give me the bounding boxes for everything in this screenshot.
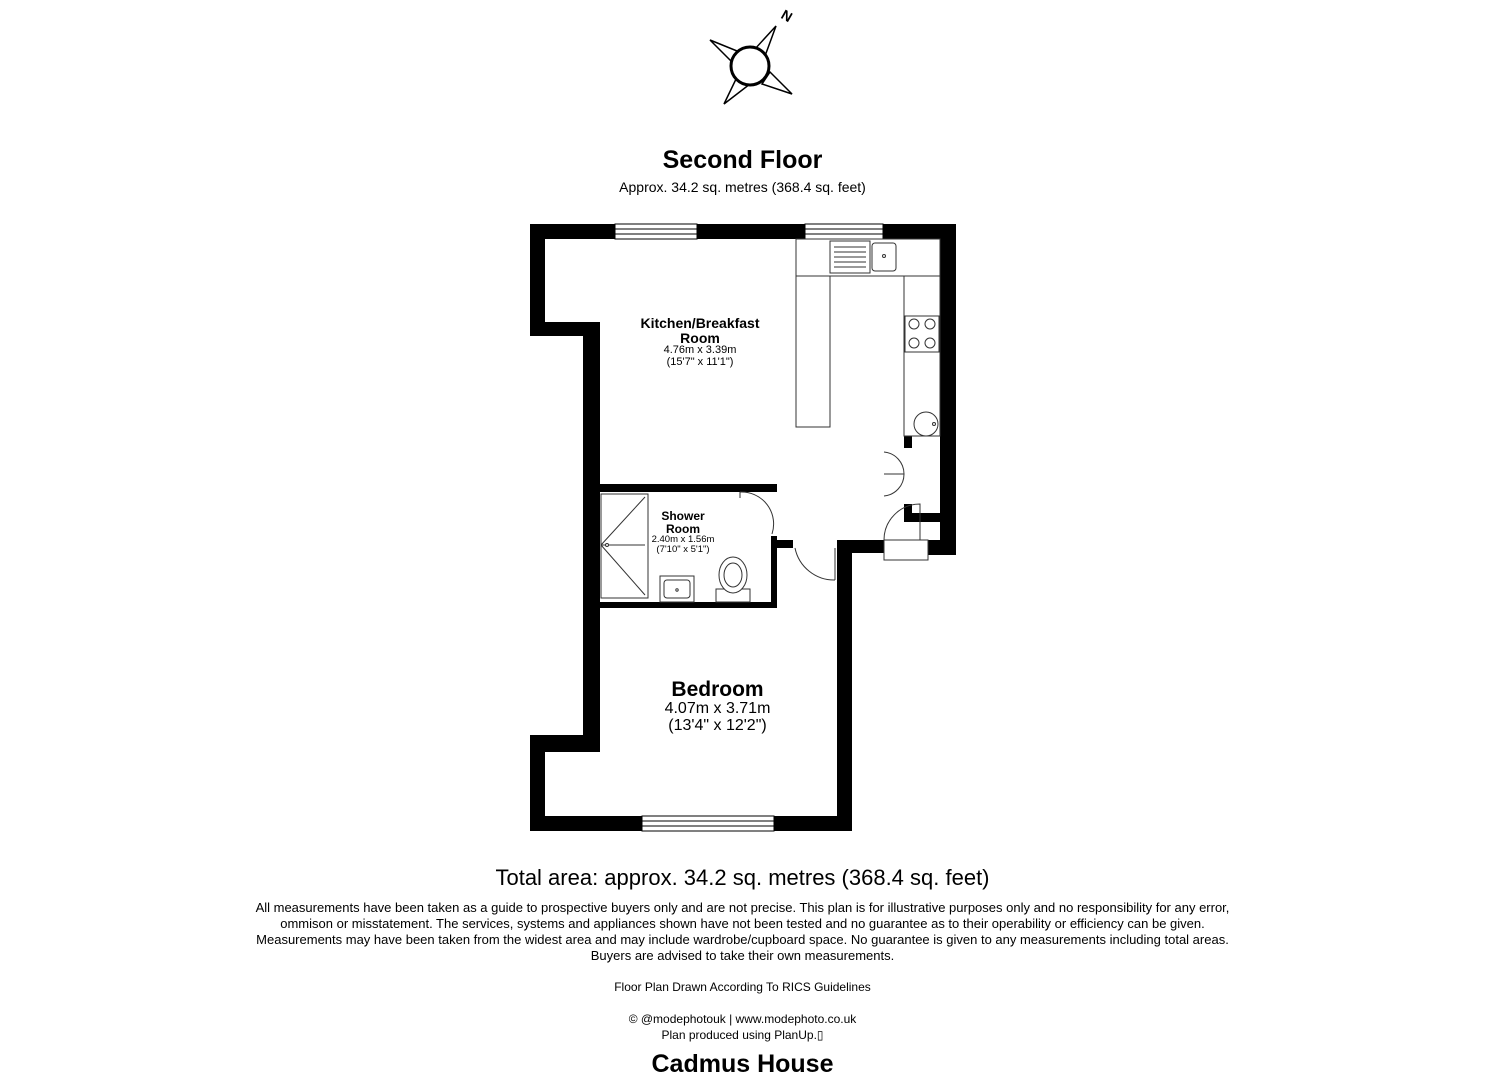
hob-icon xyxy=(905,316,939,352)
room-name: Kitchen/Breakfast xyxy=(640,315,760,331)
room-imperial: (13'4" x 12'2") xyxy=(668,716,767,734)
planup-credit: Plan produced using PlanUp.▯ xyxy=(661,1028,824,1042)
basin-icon xyxy=(660,576,694,602)
disclaimer: All measurements have been taken as a guide to prospective buyers only and are not precise. This plan is for illustrative purposes only and no responsibility for any error, ommison or misstatement. The services, systems and appliances shown have not been tested and no guarantee as to their operability or efficiency can be given. Measurements may have been taken from the widest area and may include wardrobe/cupboard space. No guarantee is given to any measurements including total areas. Buyers are advised to take their own measurements. xyxy=(255,900,1230,963)
doors xyxy=(740,452,928,580)
room-name: Bedroom xyxy=(671,678,764,701)
washing-machine-icon xyxy=(914,412,938,436)
room-metric: 4.76m x 3.39m xyxy=(663,344,737,357)
north-label: N xyxy=(778,6,796,26)
floor-area: Approx. 34.2 sq. metres (368.4 sq. feet) xyxy=(619,179,866,195)
room-imperial: (7'10" x 5'1") xyxy=(656,544,710,556)
room-label-bedroom xyxy=(600,679,835,735)
room-name: Shower xyxy=(661,509,705,523)
room-label-shower xyxy=(628,510,738,555)
room-metric: 4.07m x 3.71m xyxy=(664,700,771,718)
floor-title: Second Floor xyxy=(662,146,823,174)
room-imperial: (15'7" x 11'1") xyxy=(666,355,734,368)
room-name-cont: Room xyxy=(666,521,700,536)
compass-rose-icon xyxy=(710,6,795,104)
credit-line: © @modephotouk | www.modephoto.co.uk xyxy=(628,1012,857,1026)
building-name: Cadmus House xyxy=(651,1050,834,1078)
total-area: Total area: approx. 34.2 sq. metres (368.4 sq. feet) xyxy=(495,865,990,890)
rics-note: Floor Plan Drawn According To RICS Guidelines xyxy=(614,980,871,994)
room-label-kitchen xyxy=(595,316,805,368)
room-name-cont: Room xyxy=(680,329,720,346)
room-metric: 2.40m x 1.56m xyxy=(651,534,715,546)
toilet-icon xyxy=(716,557,750,602)
